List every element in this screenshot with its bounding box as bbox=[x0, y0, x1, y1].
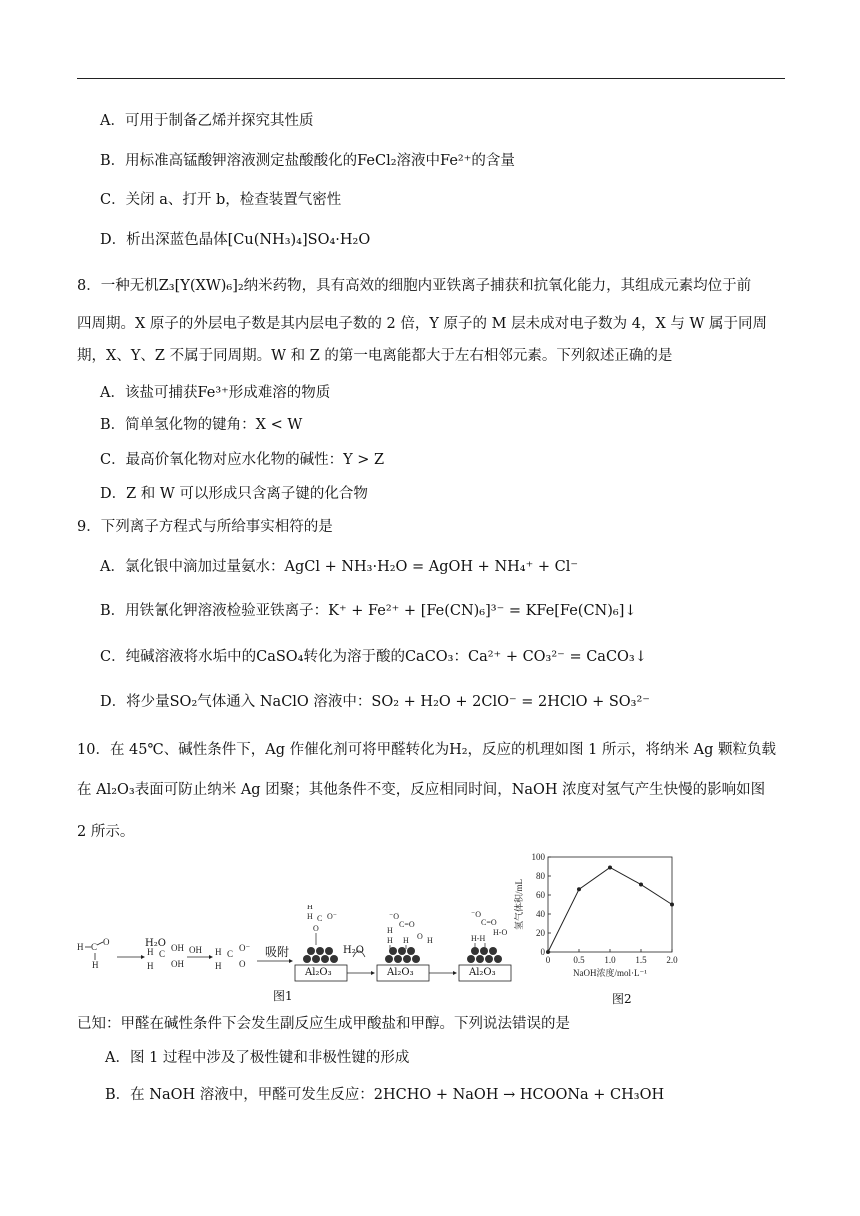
q10-option-b: B．在 NaOH 溶液中，甲醛可发生反应：2HCHO + NaOH → HCOONa + CH₃OH bbox=[105, 1087, 665, 1103]
svg-text:OH: OH bbox=[189, 945, 202, 955]
q9-stem: 9．下列离子方程式与所给事实相符的是 bbox=[77, 519, 333, 535]
y-tick-label: 60 bbox=[536, 890, 545, 900]
q7-option-c: C．关闭 a、打开 b，检查装置气密性 bbox=[100, 192, 342, 208]
svg-text:C=O: C=O bbox=[399, 920, 415, 929]
y-tick-label: 40 bbox=[536, 909, 545, 919]
fig1-support-1: Al₂O₃ bbox=[305, 967, 332, 978]
fig1-adsorb-label: 吸附 bbox=[265, 945, 290, 959]
svg-text:H: H bbox=[215, 961, 222, 971]
data-point bbox=[639, 883, 643, 887]
svg-text:H: H bbox=[147, 961, 154, 971]
q9-option-b: B．用铁氰化钾溶液检验亚铁离子：K⁺ + Fe²⁺ + [Fe(CN)₆]³⁻ = KFe[Fe(CN)₆]↓ bbox=[100, 603, 637, 619]
svg-text:O: O bbox=[313, 924, 319, 933]
x-axis-label: NaOH浓度/mol·L⁻¹ bbox=[573, 968, 647, 978]
y-axis-label: 氢气体积/mL bbox=[514, 879, 524, 930]
svg-text:C: C bbox=[227, 949, 234, 959]
q7-option-b: B．用标准高锰酸钾溶液测定盐酸酸化的FeCl₂溶液中Fe²⁺的含量 bbox=[100, 153, 515, 169]
q10-stem-line2: 在 Al₂O₃表面可防止纳米 Ag 团聚；其他条件不变，反应相同时间，NaOH 浓度对氢气产生快慢的影响如图 bbox=[77, 782, 766, 798]
q8-option-b: B．简单氢化物的键角：X < W bbox=[100, 417, 303, 433]
q10-known: 已知：甲醛在碱性条件下会发生副反应生成甲酸盐和甲醇。下列说法错误的是 bbox=[77, 1016, 570, 1032]
svg-text:C=O: C=O bbox=[481, 918, 497, 927]
svg-text:H: H bbox=[92, 960, 99, 970]
data-line bbox=[548, 867, 672, 952]
fig2-caption: 图2 bbox=[612, 992, 632, 1006]
svg-text:OH: OH bbox=[171, 959, 184, 969]
x-tick-label: 1.0 bbox=[604, 955, 616, 965]
svg-text:H: H bbox=[307, 905, 313, 911]
q8-option-a: A．该盐可捕获Fe³⁺形成难溶的物质 bbox=[100, 385, 331, 401]
fig1-support-2: Al₂O₃ bbox=[387, 967, 414, 978]
q9-option-d: D．将少量SO₂气体通入 NaClO 溶液中：SO₂ + H₂O + 2ClO⁻ = 2HClO + SO₃²⁻ bbox=[100, 694, 650, 710]
fig1-h2o-label-2: H₂O bbox=[343, 945, 364, 956]
svg-text:H-O: H-O bbox=[493, 928, 508, 937]
svg-text:O: O bbox=[239, 959, 246, 969]
x-tick-label: 0.5 bbox=[573, 955, 585, 965]
svg-text:C: C bbox=[91, 942, 98, 952]
y-tick-label: 80 bbox=[536, 871, 545, 881]
x-tick-label: 1.5 bbox=[635, 955, 647, 965]
data-point bbox=[670, 903, 674, 907]
svg-text:H: H bbox=[77, 942, 84, 952]
header-rule bbox=[77, 78, 785, 79]
svg-text:H: H bbox=[307, 912, 313, 921]
mechanism-diagram bbox=[75, 905, 515, 1005]
q10-stem-line3: 2 所示。 bbox=[77, 824, 135, 840]
svg-text:O⁻: O⁻ bbox=[327, 912, 337, 921]
svg-text:H: H bbox=[427, 936, 433, 945]
fig1-support-3: Al₂O₃ bbox=[469, 967, 496, 978]
x-tick-label: 0 bbox=[545, 955, 551, 965]
q7-option-d: D．析出深蓝色晶体[Cu(NH₃)₄]SO₄·H₂O bbox=[100, 232, 371, 248]
fig1-h2o-label-1: H₂O bbox=[145, 938, 166, 949]
q10-option-a: A．图 1 过程中涉及了极性键和非极性键的形成 bbox=[105, 1050, 410, 1066]
data-point bbox=[608, 865, 612, 869]
svg-text:O⁻: O⁻ bbox=[239, 943, 251, 953]
svg-text:C: C bbox=[317, 914, 323, 923]
svg-text:O: O bbox=[103, 937, 110, 947]
q9-option-a: A．氯化银中滴加过量氨水：AgCl + NH₃·H₂O = AgOH + NH₄⁺ + Cl⁻ bbox=[100, 559, 578, 575]
svg-text:H: H bbox=[387, 926, 393, 935]
q7-option-a: A．可用于制备乙烯并探究其性质 bbox=[100, 113, 314, 129]
data-point bbox=[577, 887, 581, 891]
q8-stem-line3: 期，X、Y、Z 不属于同周期。W 和 Z 的第一电离能都大于左右相邻元素。下列叙述正确的是 bbox=[77, 348, 673, 364]
plot-frame bbox=[548, 857, 672, 952]
svg-text:H: H bbox=[387, 936, 393, 945]
y-tick-label: 0 bbox=[540, 947, 545, 957]
q10-stem-line1: 10．在 45℃、碱性条件下，Ag 作催化剂可将甲醛转化为H₂，反应的机理如图 1 所示，将纳米 Ag 颗粒负载 bbox=[77, 742, 776, 758]
q8-option-d: D．Z 和 W 可以形成只含离子键的化合物 bbox=[100, 486, 368, 502]
q8-stem-line1: 8．一种无机Z₃[Y(XW)₆]₂纳米药物，具有高效的细胞内亚铁离子捕获和抗氧化能力，其组成元素均位于前 bbox=[77, 278, 752, 294]
svg-text:H: H bbox=[147, 947, 154, 957]
svg-text:⁻O: ⁻O bbox=[389, 912, 399, 921]
svg-text:H: H bbox=[215, 947, 222, 957]
q9-option-c: C．纯碱溶液将水垢中的CaSO₄转化为溶于酸的CaCO₃：Ca²⁺ + CO₃²⁻ = CaCO₃↓ bbox=[100, 649, 647, 665]
q8-option-c: C．最高价氧化物对应水化物的碱性：Y > Z bbox=[100, 452, 385, 468]
chart-svg bbox=[508, 845, 698, 1005]
svg-text:H-H: H-H bbox=[471, 934, 486, 943]
svg-text:C: C bbox=[159, 949, 166, 959]
y-tick-label: 100 bbox=[531, 852, 545, 862]
q8-stem-line2: 四周期。X 原子的外层电子数是其内层电子数的 2 倍，Y 原子的 M 层未成对电子数为 4，X 与 W 属于同周 bbox=[77, 316, 768, 332]
figure-1-mechanism bbox=[75, 905, 515, 1005]
y-tick-label: 20 bbox=[536, 928, 545, 938]
svg-text:⁻O: ⁻O bbox=[471, 910, 481, 919]
svg-text:H: H bbox=[403, 936, 409, 945]
data-point bbox=[546, 950, 550, 954]
figure-2-chart bbox=[508, 845, 698, 1005]
svg-text:OH: OH bbox=[171, 943, 184, 953]
x-tick-label: 2.0 bbox=[666, 955, 678, 965]
fig1-caption: 图1 bbox=[273, 989, 293, 1003]
svg-text:O: O bbox=[417, 932, 423, 941]
